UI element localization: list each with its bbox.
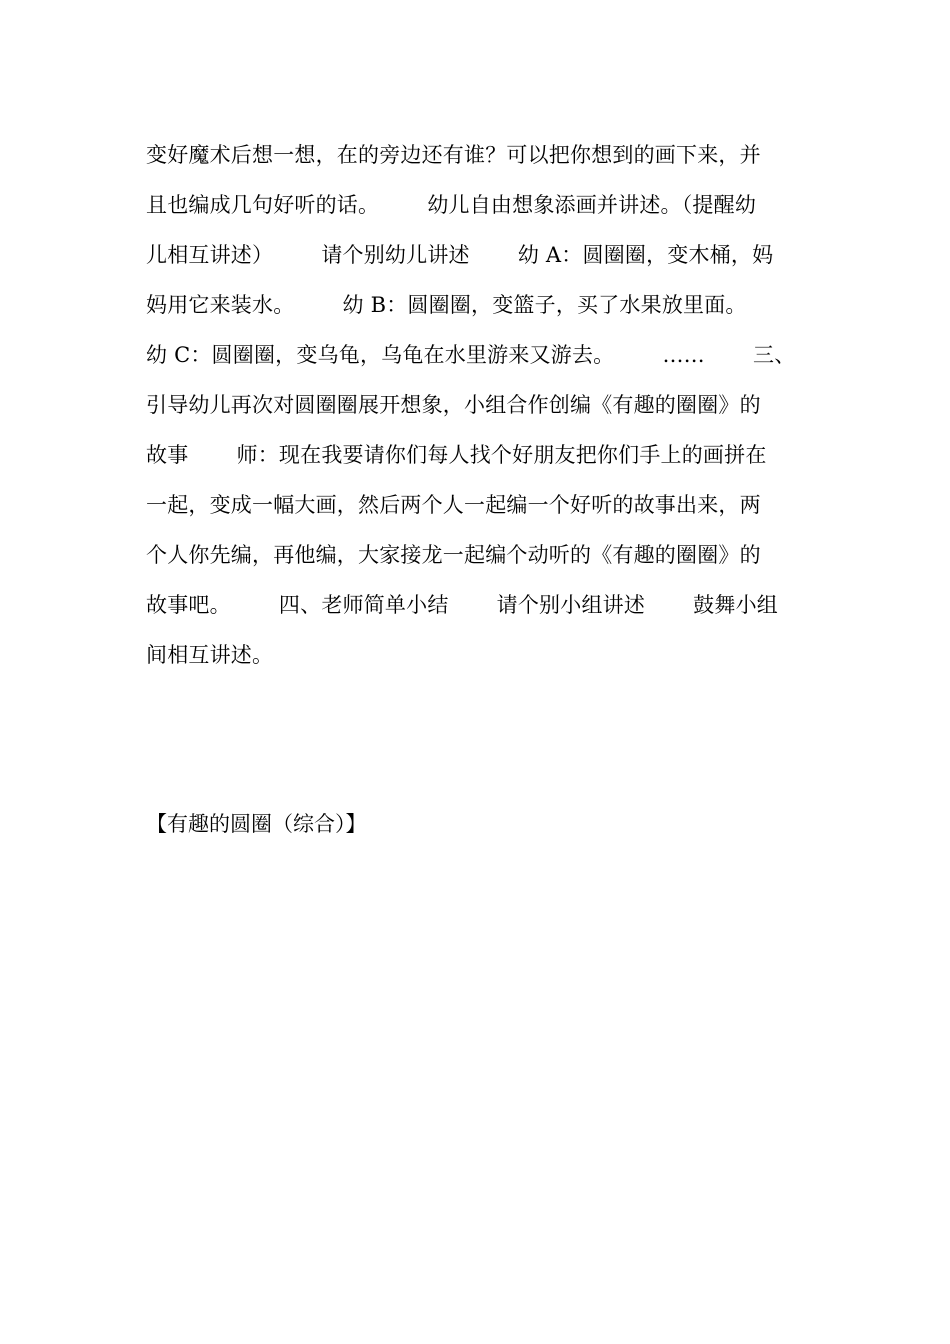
text-line: 儿相互讲述） 请个别幼儿讲述 幼 A：圆圈圈，变木桶，妈 <box>146 243 774 267</box>
text-line: 引导幼儿再次对圆圈圈展开想象，小组合作创编《有趣的圈圈》的 <box>146 393 761 417</box>
text-line: 个人你先编，再他编，大家接龙一起编个动听的《有趣的圈圈》的 <box>146 543 761 567</box>
text-line: 间相互讲述。 <box>146 643 274 667</box>
text-line: 幼 C：圆圈圈，变乌龟，乌龟在水里游来又游去。 …… 三、 <box>146 343 796 367</box>
text-line: 故事 师：现在我要请你们每人找个好朋友把你们手上的画拼在 <box>146 443 767 467</box>
section-title: 【有趣的圆圈（综合）】 <box>146 812 367 836</box>
text-line: 一起，变成一幅大画，然后两个人一起编一个好听的故事出来，两 <box>146 493 761 517</box>
text-line: 妈用它来装水。 幼 B：圆圈圈，变篮子，买了水果放里面。 <box>146 293 747 317</box>
body-paragraph <box>146 130 826 680</box>
text-line: 变好魔术后想一想，在的旁边还有谁？可以把你想到的画下来，并 <box>146 143 761 167</box>
text-line: 且也编成几句好听的话。 幼儿自由想象添画并讲述。（提醒幼 <box>146 193 757 217</box>
text-line: 故事吧。 四、老师简单小结 请个别小组讲述 鼓舞小组 <box>146 593 778 617</box>
